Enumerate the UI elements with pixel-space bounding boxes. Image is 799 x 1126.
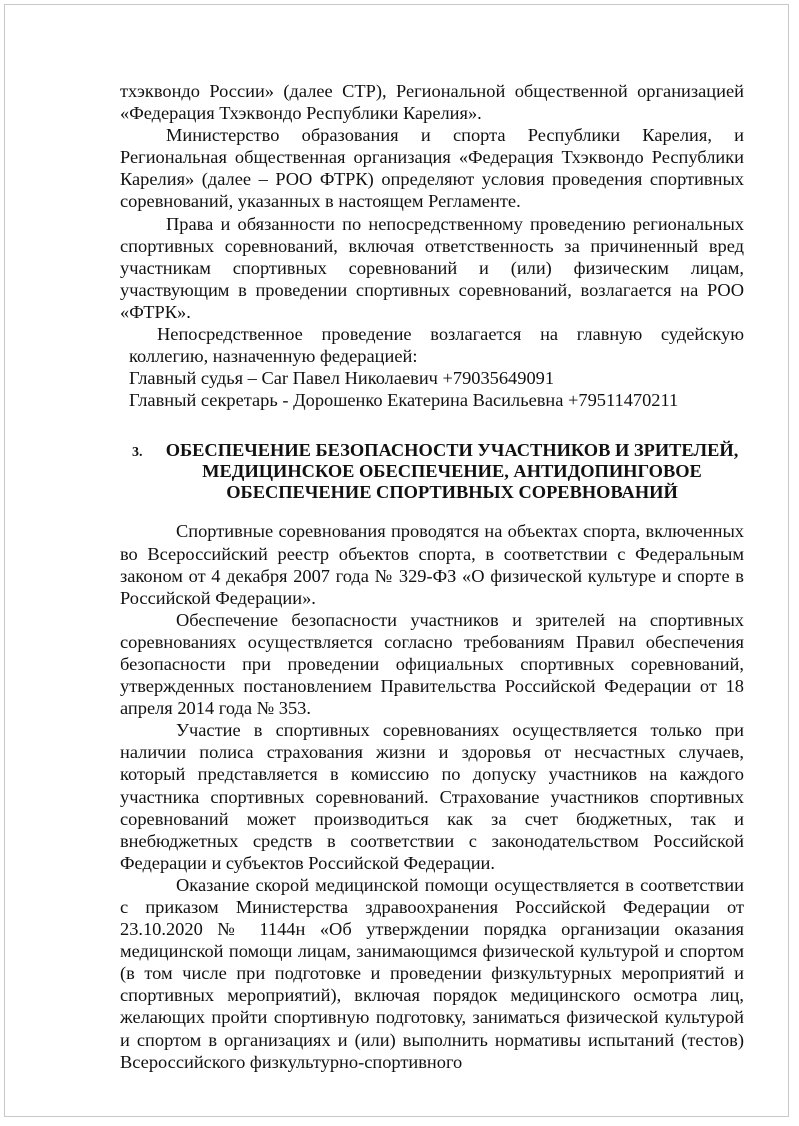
paragraph-ministry: Министерство образования и спорта Республики Карелия, и Региональная общественная организация «Федерация Тхэквондо Республики Карелия» (далее – РОО ФТРК) определяют условия проведения спортивных соревнований, указанных в настоящем Регламенте.: [120, 125, 744, 212]
chief-secretary-line: Главный секретарь - Дорошенко Екатерина Васильевна +79511470211: [129, 390, 679, 411]
document-body: [120, 80, 744, 1073]
document-page: [4, 4, 789, 1117]
paragraph-intro-continuation: тхэквондо России» (далее СТР), Региональной общественной организацией «Федерация Тхэквондо Республики Карелия».: [120, 81, 744, 124]
section-3-title: [120, 440, 744, 503]
paragraph-sport-facilities: Спортивные соревнования проводятся на объектах спорта, включенных во Всероссийский реестр объектов спорта, в соответствии с Федеральным законом от 4 декабря 2007 года № 329-ФЗ «О физической культуре и спорте в Российской Федерации».: [120, 521, 744, 608]
paragraph-judging-panel: Непосредственное проведение возлагается на главную судейскую коллегию, назначенную федерацией:: [129, 324, 744, 367]
section-3-title-line-3: ОБЕСПЕЧЕНИЕ СПОРТИВНЫХ СОРЕВНОВАНИЙ: [226, 482, 678, 503]
paragraph-insurance: Участие в спортивных соревнованиях осуществляется только при наличии полиса страхования жизни и здоровья от несчастных случаев, который представляется в комиссию по допуску участников на каждого участника спортивных соревнований. Страхование участников спортивных соревнований может производиться как за счет бюджетных, так и внебюджетных средств в соответствии с законодательством Российской Федерации и субъектов Российской Федерации.: [120, 720, 744, 873]
section-3-heading: [120, 440, 744, 503]
paragraph-safety: Обеспечение безопасности участников и зрителей на спортивных соревнованиях осуществляется согласно требованиям Правил обеспечения безопасности при проведении официальных спортивных соревнований, утвержденных постановлением Правительства Российской Федерации от 18 апреля 2014 года № 353.: [120, 609, 744, 719]
chief-judge-line: Главный судья – Car Павел Николаевич +79035649091: [129, 368, 555, 389]
section-3-number: 3.: [132, 445, 143, 461]
section-3-title-line-2: МЕДИЦИНСКОЕ ОБЕСПЕЧЕНИЕ, АНТИДОПИНГОВОЕ: [202, 461, 702, 482]
paragraph-medical-care: Оказание скорой медицинской помощи осуществляется в соответствии с приказом Министерства здравоохранения Российской Федерации от 23.10.2020 № 1144н «Об утверждении порядка организации оказания медицинской помощи лицам, занимающимся физической культурой и спортом (в том числе при подготовке и проведении физкультурных мероприятий и спортивных мероприятий), включая порядок медицинского осмотра лиц, желающих пройти спортивную подготовку, заниматься физической культурой и спортом в организациях и (или) выполнить нормативы испытаний (тестов) Всероссийского физкультурно-спортивного: [120, 874, 744, 1072]
section-3-title-line-1: ОБЕСПЕЧЕНИЕ БЕЗОПАСНОСТИ УЧАСТНИКОВ И ЗРИТЕЛЕЙ,: [165, 440, 739, 461]
paragraph-rights-obligations: Права и обязанности по непосредственному проведению региональных спортивных соревнований, включая ответственность за причиненный вред участникам спортивных соревнований и (или) физическим лицам, участвующим в проведении спортивных соревнований, возлагается на РОО «ФТРК».: [120, 213, 744, 322]
